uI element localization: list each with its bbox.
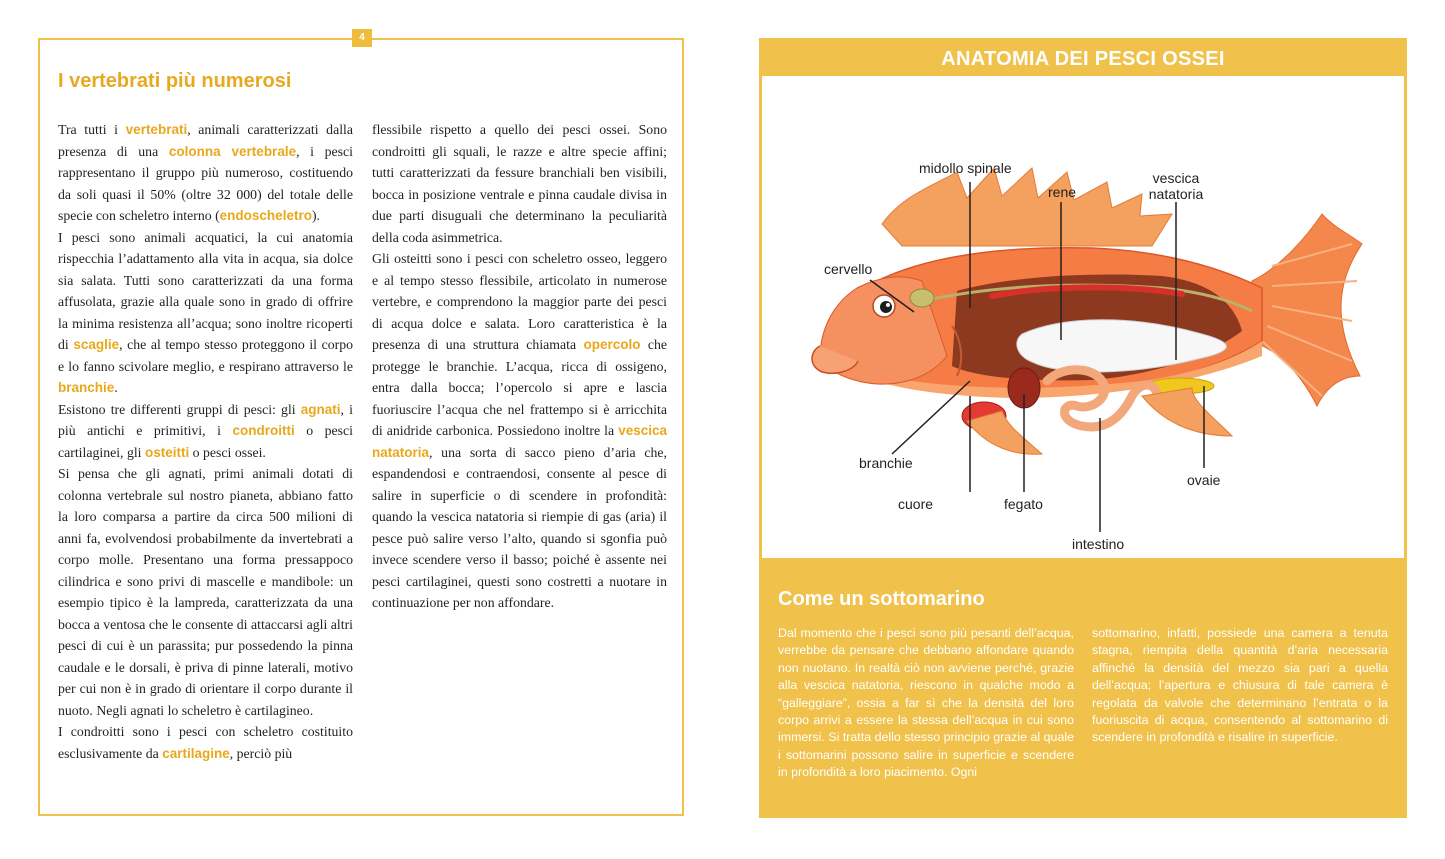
paragraph: flessibile rispetto a quello dei pesci ossei. Sono condroitti gli squali, le razze e altre specie affini; tutti caratterizzati da fessure branchiali ben visibili, bocca in posizione ventrale e pinna caudale divisa in due parti disuguali che determinano la peculiarità della coda asimmetrica. bbox=[372, 122, 667, 245]
paragraph: Tra tutti i vertebrati, animali caratterizzati dalla presenza di una colonna vertebrale, i pesci rappresentano il gruppo più numeroso, costituendo da soli quasi il 50% (oltre 32 000) del totale delle specie con scheletro interno (endoscheletro). bbox=[58, 122, 354, 223]
fish-anatomy-diagram bbox=[762, 76, 1404, 558]
keyword-opercolo: opercolo bbox=[583, 337, 641, 352]
paragraph: Esistono tre differenti gruppi di pesci: gli agnati, i più antichi e primitivi, i condroitti o pesci cartilaginei, gli osteitti o pesci ossei. bbox=[58, 401, 353, 460]
text-column-2 bbox=[372, 119, 667, 614]
paragraph: Dal momento che i pesci sono più pesanti dell’acqua, verrebbe da pensare che debbano affondare quando non nuotano. In realtà ciò non avviene perché, grazie alla vescica natatoria, riescono in qualche modo a “galleggiare”, ossia a far sì che la densità del loro corpo arrivi a essere la stessa dell’acqua in cui sono immersi. Si tratta dello stesso principio grazie al quale i sottomarini possono salire in superficie e scendere in profondità a loro piacimento. Ogni bbox=[778, 626, 1074, 780]
box-title: Come un sottomarino bbox=[778, 588, 985, 610]
box-text-column-1 bbox=[778, 625, 1074, 782]
fish-illustration bbox=[762, 76, 1404, 558]
box-text-column-2 bbox=[1092, 625, 1388, 747]
label-ovaie: ovaie bbox=[1187, 472, 1221, 488]
paragraph: Gli osteitti sono i pesci con scheletro osseo, leggero e al tempo stesso flessibile, articolato in numerose vertebre, e comprendono la maggior parte dei pesci di acqua dolce e salata. Loro caratteristica è la presenza di una struttura chiamata opercolo che protegge le branchie. L’acqua, ricca di ossigeno, entra dalla bocca; l’opercolo si apre e lascia fuoriuscire l’acqua che nel frattempo si è arricchita di anidride carbonica. Possiedono inoltre la vescica natatoria, una sorta di sacco pieno d’aria che, espandendosi e contraendosi, consente al pesce di salire in superficie o di scendere in profondità: quando la vescica natatoria si riempie di gas (aria) il pesce può salire verso l’alto, quando si sgonfia può invece scendere verso il basso; poiché è assente nei pesci cartilaginei, questi sono costretti a nuotare in continuazione per non affondare. bbox=[372, 251, 667, 610]
page-number: 4 bbox=[352, 29, 372, 47]
keyword-vescica-natatoria: vescica natatoria bbox=[372, 423, 667, 460]
paragraph: I pesci sono animali acquatici, la cui anatomia rispecchia l’adattamento alla vita in acqua, sia dolce sia salata. Tutti sono caratterizzati da una forma affusolata, grazie alla quale sono in grado di offrire la minima resistenza all’acqua; sono inoltre ricoperti di scaglie, che al tempo stesso proteggono il corpo e lo fanno scivolare meglio, e respirano attraverso le branchie. bbox=[58, 229, 353, 395]
text-column-1 bbox=[58, 119, 353, 764]
paragraph: I condroitti sono i pesci con scheletro costituito esclusivamente da cartilagine, perciò più bbox=[58, 724, 353, 761]
keyword-endoscheletro: endoscheletro bbox=[219, 208, 312, 223]
paragraph: Si pensa che gli agnati, primi animali dotati di colonna vertebrale sul nostro pianeta, abbiano fatto la loro comparsa a partire da circa 500 milioni di anni fa, evolvendosi probabilmente da invertebrati a corpo molle. Presentano una forma pressappoco cilindrica e sono privi di mascelle e mandibole: un esempio tipico è la lampreda, caratterizzata da una bocca a ventosa che le consente di attaccarsi agli altri pesci di cui è un parassita; pur possedendo la pinna caudale e le dorsali, è priva di pinne laterali, motivo per cui non è in grado di orientare il corpo durante il nuoto. Negli agnati lo scheletro è cartilagineo. bbox=[58, 466, 353, 718]
label-midollo-spinale: midollo spinale bbox=[919, 160, 1012, 176]
label-fegato: fegato bbox=[1004, 496, 1043, 512]
label-cuore: cuore bbox=[898, 496, 934, 512]
keyword-agnati: agnati bbox=[300, 401, 341, 417]
label-rene: rene bbox=[1048, 184, 1077, 200]
label-intestino: intestino bbox=[1072, 536, 1125, 552]
paragraph: sottomarino, infatti, possiede una camera a tenuta stagna, riempita della quantità d’aria necessaria affinché la densità del mezzo sia pari a quella dell’acqua; l’apertura e chiusura di tale camera è regolata da valvole che determinano l’entrata o la fuoriuscita di acqua, consentendo al sottomarino di scendere in profondità e risalire in superficie. bbox=[1092, 626, 1388, 745]
keyword-osteitti: osteitti bbox=[144, 444, 190, 460]
keyword-cartilagine: cartilagine bbox=[162, 745, 230, 761]
keyword-colonna-vertebrale: colonna vertebrale bbox=[168, 143, 297, 159]
keyword-branchie: branchie bbox=[58, 380, 115, 395]
label-vescica-natatoria: vescica natatoria bbox=[1148, 170, 1204, 202]
keyword-condroitti: condroitti bbox=[232, 423, 295, 438]
right-page-panel bbox=[759, 38, 1407, 818]
label-branchie: branchie bbox=[859, 455, 913, 471]
label-cervello: cervello bbox=[824, 261, 873, 277]
page-title: I vertebrati più numerosi bbox=[58, 70, 292, 92]
keyword-vertebrati: vertebrati bbox=[125, 122, 188, 137]
diagram-header: ANATOMIA DEI PESCI OSSEI bbox=[941, 48, 1225, 70]
keyword-scaglie: scaglie bbox=[73, 337, 120, 352]
